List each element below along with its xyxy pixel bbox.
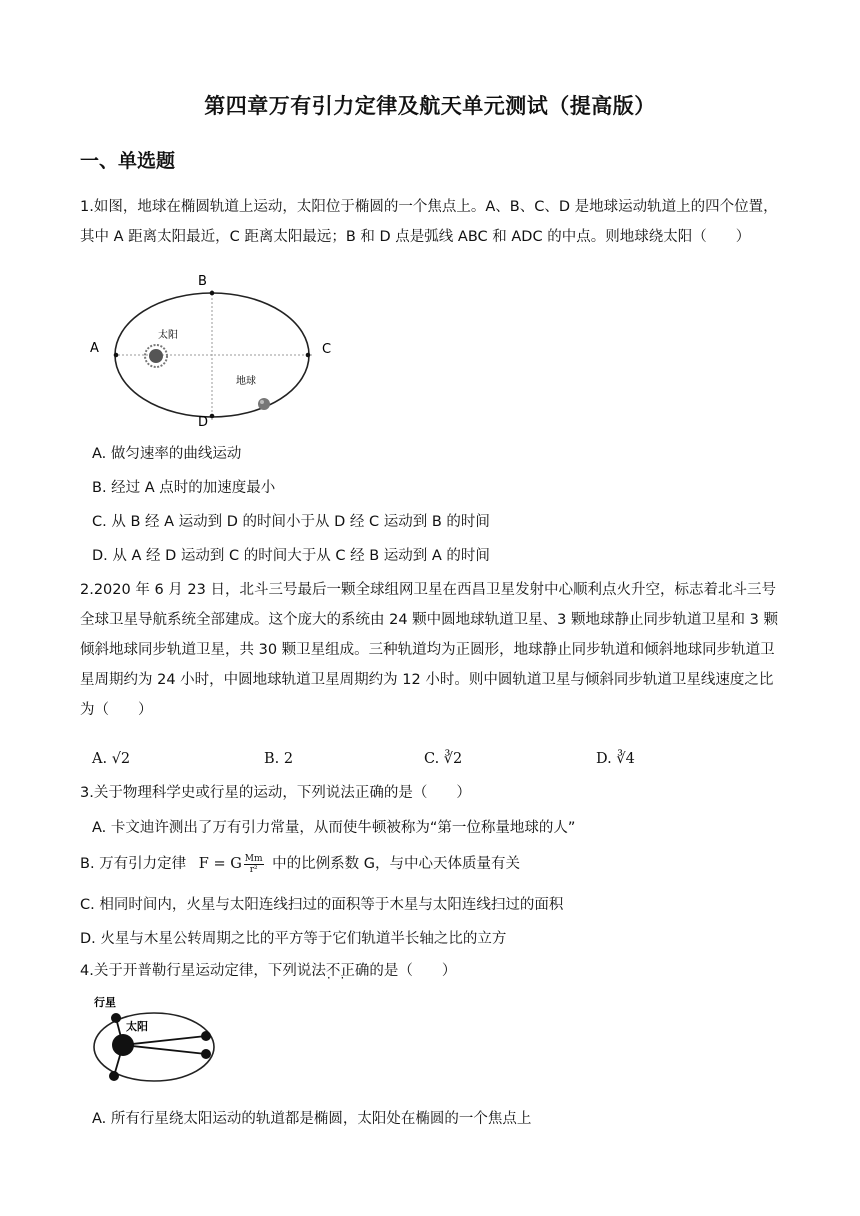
earth-label: 地球 (236, 376, 256, 387)
sun-icon (112, 1034, 134, 1056)
section-heading: 一、单选题 (80, 150, 176, 172)
sun-label: 太阳 (158, 330, 178, 341)
question-3-option-c[interactable]: C. 相同时间内，火星与太阳连线扫过的面积等于木星与太阳连线扫过的面积 (80, 897, 564, 913)
point-d-label: D (198, 415, 209, 428)
planet-icon (111, 1013, 121, 1023)
planet-label: 行星 (94, 996, 116, 1009)
planet-icon (201, 1031, 211, 1041)
question-1-orbit-figure (86, 268, 346, 428)
question-4-option-a[interactable]: A. 所有行星绕太阳运动的轨道都是椭圆，太阳处在椭圆的一个焦点上 (92, 1111, 532, 1127)
point-a-label: A (90, 341, 99, 356)
sun-icon (145, 345, 167, 367)
question-1-stem: 1.如图，地球在椭圆轨道上运动，太阳位于椭圆的一个焦点上。A、B、C、D 是地球运动轨道上的四个位置，其中 A 距离太阳最近，C 距离太阳最远；B 和 D 点是弧线 ABC 和 ADC 的中点。则地球绕太阳（ ） (80, 199, 778, 245)
planet-icon (201, 1049, 211, 1059)
question-1-option-a[interactable]: A. 做匀速率的曲线运动 (92, 446, 242, 462)
question-1-option-b[interactable]: B. 经过 A 点时的加速度最小 (92, 480, 276, 496)
emphasis-not-correct: 不正确 · · (326, 960, 370, 982)
option-b-prefix: B. 万有引力定律 (80, 856, 187, 872)
question-1-option-c[interactable]: C. 从 B 经 A 运动到 D 的时间小于从 D 经 C 运动到 B 的时间 (92, 514, 490, 530)
question-3-option-d[interactable]: D. 火星与木星公转周期之比的平方等于它们轨道半长轴之比的立方 (80, 931, 507, 947)
earth-icon (258, 398, 270, 410)
page-title: 第四章万有引力定律及航天单元测试（提高版） (204, 94, 656, 118)
planet-icon (109, 1071, 119, 1081)
question-1-option-d[interactable]: D. 从 A 经 D 运动到 C 的时间大于从 C 经 B 运动到 A 的时间 (92, 548, 490, 564)
option-b-suffix: 中的比例系数 G，与中心天体质量有关 (272, 856, 520, 872)
question-2-option-a[interactable]: A. √2 (92, 751, 131, 767)
question-3-stem: 3.关于物理科学史或行星的运动，下列说法正确的是（ ） (80, 785, 471, 801)
question-2-option-b[interactable]: B. 2 (264, 751, 294, 767)
question-3-option-b[interactable] (80, 853, 520, 875)
question-2-option-c[interactable]: C. ∛2 (424, 751, 463, 767)
question-4-kepler-figure (86, 992, 226, 1092)
question-4-stem: 4.关于开普勒行星运动定律，下列说法不正确 · ·的是（ ） (80, 960, 456, 982)
formula-fraction: $\frac{Mm}{\text{r²}}$ (244, 853, 263, 875)
sun-label: 太阳 (126, 1020, 148, 1033)
point-b-label: B (198, 274, 207, 289)
question-3-option-a[interactable]: A. 卡文迪许测出了万有引力常量，从而使牛顿被称为“第一位称量地球的人” (92, 820, 576, 836)
point-c-label: C (322, 342, 332, 357)
question-2-stem: 2.2020 年 6 月 23 日，北斗三号最后一颗全球组网卫星在西昌卫星发射中心顺利点火升空，标志着北斗三号全球卫星导航系统全部建成。这个庞大的系统由 24 颗中圆地球轨道卫星、3 颗地球静止同步轨道卫星和 3 颗倾斜地球同步轨道卫星，共 30 颗卫星组成。三种轨道均为正圆形，地球静止同步轨道和倾斜地球同步轨道卫星周期约为 24 小时，中圆地球轨道卫星周期约为 12 小时。则中圆轨道卫星与倾斜同步轨道卫星线速度之比为（ ） (80, 582, 778, 718)
formula-lhs: F = G (198, 856, 242, 872)
question-2-option-d[interactable]: D. ∛4 (596, 751, 635, 767)
